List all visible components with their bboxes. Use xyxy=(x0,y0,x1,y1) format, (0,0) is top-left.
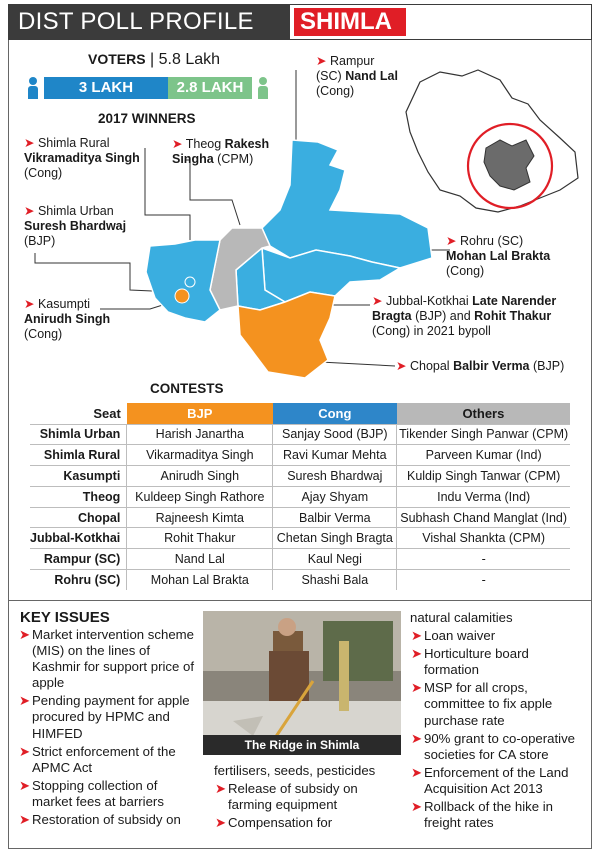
photo-caption: The Ridge in Shimla xyxy=(203,735,401,755)
issue-text: Enforcement of the Land Acquisition Act 2013 xyxy=(424,764,569,796)
contests-title: CONTESTS xyxy=(150,381,224,396)
issue-item xyxy=(410,765,585,797)
bullet-arrow-icon: ➤ xyxy=(215,815,227,831)
cong-candidate: Balbir Verma xyxy=(273,507,397,528)
page-title: DIST POLL PROFILE xyxy=(8,4,290,40)
key-issues-column-1 xyxy=(18,627,198,830)
label-rohru: ➤ Rohru (SC) Mohan Lal Brakta (Cong) xyxy=(446,234,551,278)
cong-candidate: Ravi Kumar Mehta xyxy=(273,445,397,466)
bullet-arrow-icon: ➤ xyxy=(411,646,423,662)
issue-text: Strict enforcement of the APMC Act xyxy=(32,743,176,775)
district-name: SHIMLA xyxy=(294,8,406,36)
bullet-arrow-icon: ➤ xyxy=(215,781,227,797)
contest-seat: Chopal xyxy=(30,507,127,528)
bjp-candidate: Mohan Lal Brakta xyxy=(127,570,273,591)
other-candidate: Tikender Singh Panwar (CPM) xyxy=(397,424,570,445)
bullet-arrow-icon: ➤ xyxy=(411,799,423,815)
key-issues-title: KEY ISSUES xyxy=(20,609,110,626)
contest-seat: Shimla Urban xyxy=(30,424,127,445)
bjp-candidate: Anirudh Singh xyxy=(127,466,273,487)
issue-text: Stopping collection of market fees at barriers xyxy=(32,777,164,809)
contest-seat: Kasumpti xyxy=(30,466,127,487)
ridge-photo xyxy=(203,611,401,755)
other-candidate: - xyxy=(397,549,570,570)
contests-table xyxy=(30,403,570,590)
issue-item xyxy=(18,778,198,810)
contest-row xyxy=(30,445,570,466)
bjp-candidate: Harish Janartha xyxy=(127,424,273,445)
header-others: Others xyxy=(397,403,570,424)
map-shimla-rural xyxy=(146,240,220,322)
issue-item xyxy=(410,646,585,678)
label-rampur: ➤ Rampur (SC) Nand Lal (Cong) xyxy=(316,54,398,98)
contest-row xyxy=(30,570,570,591)
bullet-arrow-icon: ➤ xyxy=(411,680,423,696)
issue-item xyxy=(18,693,198,741)
contest-seat: Rohru (SC) xyxy=(30,570,127,591)
bullet-arrow-icon: ➤ xyxy=(411,730,423,746)
issue-text: Horticulture board formation xyxy=(424,646,529,678)
bullet-arrow-icon: ➤ xyxy=(19,743,31,759)
issue-item xyxy=(410,799,585,831)
issue-item xyxy=(410,731,585,763)
contest-seat: Rampur (SC) xyxy=(30,549,127,570)
cong-candidate: Ajay Shyam xyxy=(273,486,397,507)
contest-row xyxy=(30,549,570,570)
voters-label: VOTERS xyxy=(88,51,146,67)
contest-seat: Theog xyxy=(30,486,127,507)
issue-text: 90% grant to co-operative societies for CA store xyxy=(424,730,576,762)
issue-item xyxy=(214,815,394,831)
header-seat: Seat xyxy=(93,405,121,421)
cong-candidate: Suresh Bhardwaj xyxy=(273,466,397,487)
key-issues-column-3 xyxy=(410,610,585,833)
himachal-inset-map xyxy=(406,70,578,212)
contest-row xyxy=(30,528,570,549)
issue-item xyxy=(18,812,198,828)
bullet-arrow-icon: ➤ xyxy=(19,693,31,709)
other-candidate: - xyxy=(397,570,570,591)
map-kasumpti xyxy=(175,289,189,303)
issue-continued: fertilisers, seeds, pesticides xyxy=(214,763,376,778)
other-candidate: Indu Verma (Ind) xyxy=(397,486,570,507)
label-theog: ➤ Theog Rakesh Singha (CPM) xyxy=(172,137,270,166)
contest-row xyxy=(30,466,570,487)
bjp-candidate: Rajneesh Kimta xyxy=(127,507,273,528)
issue-text: Market intervention scheme (MIS) on the lines of Kashmir for support price of apple xyxy=(32,627,194,691)
bjp-candidate: Rohit Thakur xyxy=(127,528,273,549)
header-bjp: BJP xyxy=(127,403,273,424)
label-chopal: ➤ Chopal Balbir Verma (BJP) xyxy=(396,359,565,373)
issue-text: Restoration of subsidy on xyxy=(32,812,181,828)
cong-candidate: Sanjay Sood (BJP) xyxy=(273,424,397,445)
key-issues-column-2 xyxy=(214,763,394,833)
label-jubbal-kotkhai: ➤ Jubbal-Kotkhai Late Narender Bragta (BJP) and Rohit Thakur (Cong) in 2021 bypoll xyxy=(372,294,557,338)
bullet-arrow-icon: ➤ xyxy=(19,812,31,828)
issue-item xyxy=(410,628,585,644)
issue-text: Release of subsidy on farming equipment xyxy=(228,781,358,813)
other-candidate: Vishal Shankta (CPM) xyxy=(397,528,570,549)
issue-item xyxy=(18,627,198,691)
bullet-arrow-icon: ➤ xyxy=(411,764,423,780)
cong-candidate: Kaul Negi xyxy=(273,549,397,570)
issue-text: Loan waiver xyxy=(424,628,496,644)
issue-text: Compensation for xyxy=(228,815,333,831)
label-kasumpti: ➤ Kasumpti Anirudh Singh (Cong) xyxy=(24,297,111,341)
other-candidate: Parveen Kumar (Ind) xyxy=(397,445,570,466)
issue-text: Pending payment for apple procured by HPMC and HIMFED xyxy=(32,693,190,741)
contest-row xyxy=(30,507,570,528)
bullet-arrow-icon: ➤ xyxy=(411,628,423,644)
other-candidate: Kuldip Singh Tanwar (CPM) xyxy=(397,466,570,487)
other-candidate: Subhash Chand Manglat (Ind) xyxy=(397,507,570,528)
label-shimla-urban: ➤ Shimla Urban Suresh Bhardwaj (BJP) xyxy=(24,204,127,248)
ridge-photo-image xyxy=(203,611,401,755)
issue-text: MSP for all crops, committee to fix apple purchase rate xyxy=(424,680,553,728)
contest-seat: Shimla Rural xyxy=(30,445,127,466)
winners-title: 2017 WINNERS xyxy=(98,111,196,126)
female-voters: 2.8 LAKH xyxy=(168,77,252,99)
contest-seat: Jubbal-Kotkhai xyxy=(30,528,127,549)
bjp-candidate: Nand Lal xyxy=(127,549,273,570)
male-voters: 3 LAKH xyxy=(44,77,168,99)
voters-total: 5.8 Lakh xyxy=(158,51,221,68)
label-shimla-rural: ➤ Shimla Rural Vikramaditya Singh (Cong) xyxy=(24,136,140,180)
issue-continued: natural calamities xyxy=(410,610,513,625)
contest-row xyxy=(30,486,570,507)
map-shimla-urban xyxy=(185,277,195,287)
header-cong: Cong xyxy=(273,403,397,424)
contests-header-row xyxy=(30,403,570,424)
bjp-candidate: Vikarmaditya Singh xyxy=(127,445,273,466)
cong-candidate: Chetan Singh Bragta xyxy=(273,528,397,549)
cong-candidate: Shashi Bala xyxy=(273,570,397,591)
issue-text: Rollback of the hike in freight rates xyxy=(424,799,554,831)
issue-item xyxy=(214,781,394,813)
issue-item xyxy=(18,744,198,776)
issue-item xyxy=(410,680,585,728)
voters-summary: VOTERS | 5.8 Lakh xyxy=(88,51,221,68)
bullet-arrow-icon: ➤ xyxy=(19,777,31,793)
bjp-candidate: Kuldeep Singh Rathore xyxy=(127,486,273,507)
contest-row xyxy=(30,424,570,445)
bullet-arrow-icon: ➤ xyxy=(19,627,31,642)
